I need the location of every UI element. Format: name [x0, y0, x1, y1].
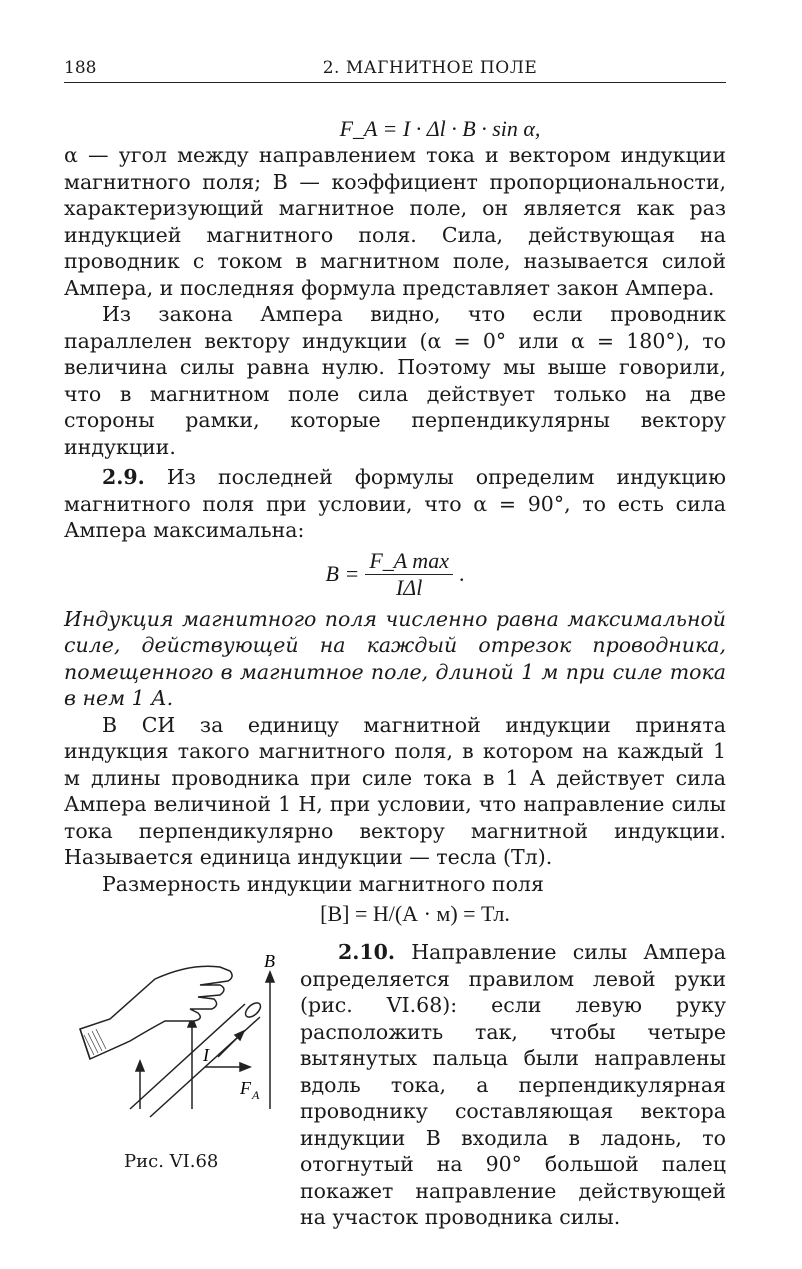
formula-lhs: B =: [325, 561, 360, 587]
label-i: I: [203, 1045, 209, 1065]
figure-left-hand-rule: [70, 949, 300, 1139]
section-text: Направление силы Ампера определяется правилом левой руки (рис. VI.68): если левую руку расположить так, чтобы четыре вытянутых пальца были направлены вдоль тока, а перпендикулярная проводнику составляющая вектора индукции B входила в ладонь, то отогнутый на 90° большой палец покажет направление действующей на участок проводника силы.: [300, 940, 726, 1229]
label-f-subscript: A: [252, 1088, 260, 1102]
formula-denominator: IΔl: [395, 575, 423, 600]
formula-numerator: F_A max: [365, 548, 453, 575]
chapter-title: 2. МАГНИТНОЕ ПОЛЕ: [322, 58, 538, 78]
section-text: Из последней формулы определим индукцию магнитного поля при условии, что α = 90°, то есть сила Ампера максимальна:: [64, 465, 726, 542]
induction-formula: [64, 544, 726, 606]
dimension-formula: [B] = Н/(А · м) = Тл.: [320, 901, 510, 926]
formula-tail: .: [458, 561, 465, 587]
section-2-10: [300, 939, 726, 1231]
section-2-9: [64, 464, 726, 544]
paragraph-dimension: Размерность индукции магнитного поля: [102, 871, 544, 896]
page-content: [64, 102, 726, 1269]
paragraph-si-unit: В СИ за единицу магнитной индукции принята индукция такого магнитного поля, в котором на каждый 1 м длины проводника при силе тока в 1 А действует сила Ампера величиной 1 Н, при условии, что направление силы тока перпендикулярно вектору магнитной индукции. Называется единица индукции — тесла (Тл).: [64, 712, 726, 869]
figure-caption: Рис. VI.68: [124, 1151, 219, 1172]
label-f: F: [240, 1078, 251, 1098]
section-number: 2.9.: [102, 465, 145, 489]
ampere-force-formula: F_A = I · Δl · B · sin α,: [339, 116, 541, 141]
figure-section: [64, 939, 726, 1269]
paragraph-alpha-definition: α — угол между направлением тока и вектором индукции магнитного поля; B — коэффициент пропорциональности, характеризующий магнитное поле, он является как раз индукцией магнитного поля. Сила, действующая на проводник с током в магнитном поле, называется силой Ампера, и последняя формула представляет закон Ампера.: [64, 143, 726, 300]
page-header: [64, 56, 726, 83]
section-number: 2.10.: [338, 940, 396, 964]
formula-fraction: [365, 548, 453, 601]
left-hand-rule-illustration: [70, 949, 300, 1139]
paragraph-parallel-conductor: Из закона Ампера видно, что если проводник параллелен вектору индукции (α = 0° или α = 180°), то величина силы равна нулю. Поэтому мы выше говорили, что в магнитном поле сила действует только на две стороны рамки, которые перпендикулярны вектору индукции.: [64, 302, 726, 459]
label-b: B: [264, 951, 275, 971]
induction-definition: Индукция магнитного поля численно равна максимальной силе, действующей на каждый отрезок проводника, помещенного в магнитное поле, длиной 1 м при силе тока в нем 1 А.: [64, 606, 726, 710]
page-number: 188: [64, 58, 97, 78]
